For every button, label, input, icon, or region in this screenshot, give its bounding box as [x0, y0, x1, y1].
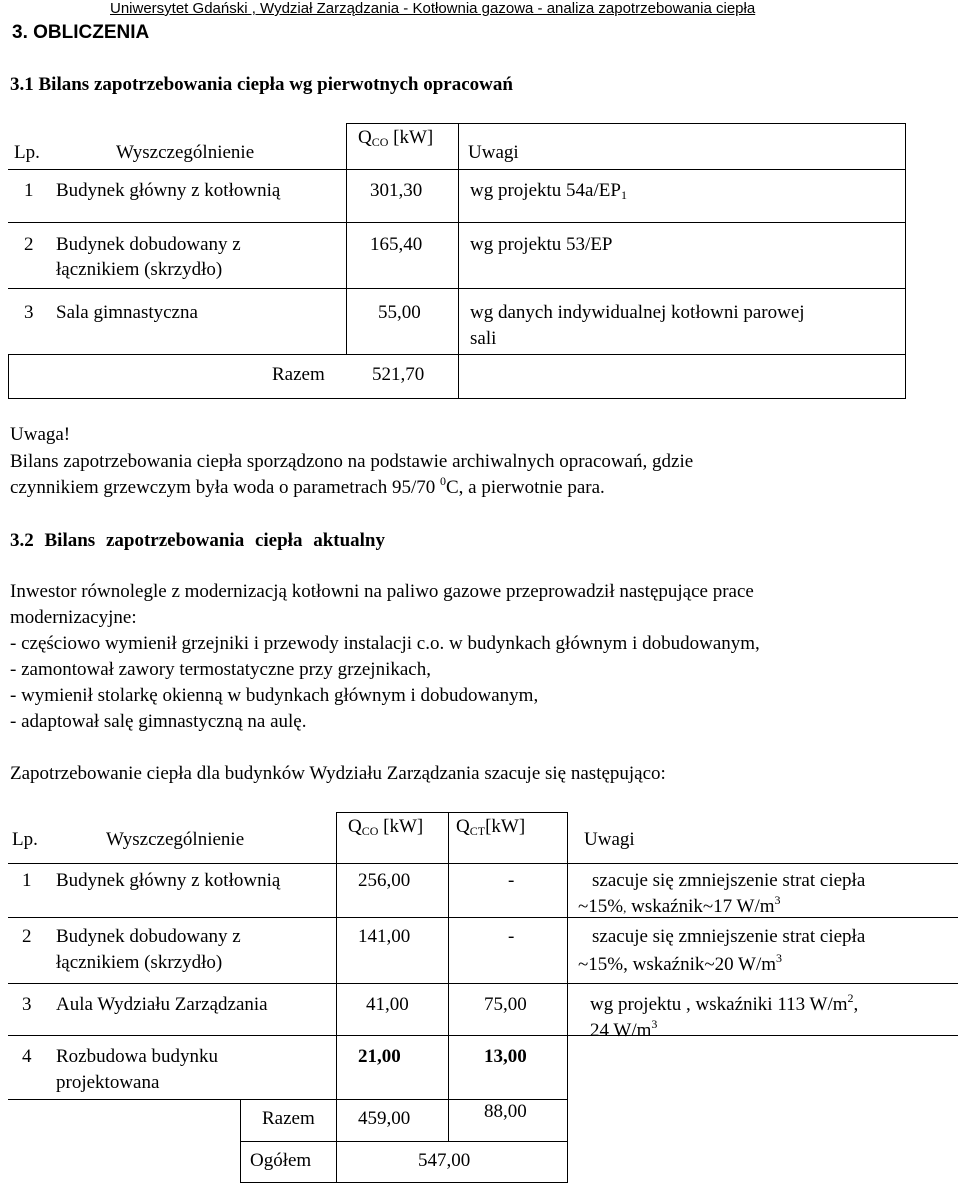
table-1-rule	[458, 123, 459, 398]
total-label: Razem	[262, 1108, 315, 1129]
table-1-rule	[905, 123, 906, 398]
chapter-title: 3. OBLICZENIA	[12, 22, 150, 43]
row-lp: 1	[22, 870, 32, 891]
table-2-rule	[8, 917, 958, 918]
row-qct: 75,00	[484, 994, 527, 1015]
table-1-rule	[8, 222, 906, 223]
col-header-qco: $Q_{CO}$ [kW]	[358, 127, 434, 149]
row-item: Aula Wydziału Zarządzania	[56, 994, 268, 1015]
table-1-rule	[8, 169, 906, 170]
row-item-line1: Budynek dobudowany z	[56, 234, 241, 255]
row-item-line1: Budynek dobudowany z	[56, 926, 241, 947]
col-header-qct: $Q_{CT}[kW]$	[456, 816, 526, 838]
note-line-1: Bilans zapotrzebowania ciepła sporządzono na podstawie archiwalnych opracowań, gdzie	[10, 451, 694, 472]
col-header-lp: Lp.	[14, 142, 40, 163]
total-label: Razem	[272, 364, 325, 385]
bullet-item: - wymienił stolarkę okienną w budynkach głównym i dobudowanym,	[10, 685, 539, 706]
row-lp: 2	[22, 926, 32, 947]
table-2-rule	[336, 812, 568, 813]
col-header-notes: Uwagi	[468, 142, 519, 163]
row-qct: -	[508, 870, 515, 891]
table-1-rule	[8, 288, 906, 289]
col-header-item: Wyszczególnienie	[106, 829, 245, 850]
row-notes-line2: 24 $W/m^3$	[590, 1017, 658, 1041]
table-1-rule	[8, 354, 9, 398]
paragraph-line-1: Inwestor równolegle z modernizacją kotłowni na paliwo gazowe przeprowadził następujące prace	[10, 581, 754, 602]
table-2-rule	[567, 812, 568, 1182]
row-qct: -	[508, 926, 515, 947]
row-item: Budynek główny z kotłownią	[56, 870, 281, 891]
row-qco: 55,00	[378, 302, 421, 323]
row-lp: 1	[24, 180, 34, 201]
row-notes-line1: wg projektu , wskaźniki 113 $W/m^2$,	[590, 991, 859, 1015]
note-title: Uwaga!	[10, 424, 71, 445]
estimate-line: Zapotrzebowanie ciepła dla budynków Wydziału Zarządzania szacuje się następująco:	[10, 763, 666, 784]
row-notes: wg projektu 53/EP	[470, 234, 613, 255]
section-3-1-title: 3.1 Bilans zapotrzebowania ciepła wg pierwotnych opracowań	[10, 74, 513, 95]
bullet-item: - częściowo wymienił grzejniki i przewody instalacji c.o. w budynkach głównym i dobudowanym,	[10, 633, 760, 654]
table-2-rule	[448, 812, 449, 1141]
col-header-qco: $Q_{CO}$ [kW]	[348, 816, 424, 838]
section-3-2-title: 3.2 Bilans zapotrzebowania ciepła aktualny	[10, 530, 385, 551]
grand-total-label: Ogółem	[250, 1150, 312, 1171]
table-2-rule	[8, 1099, 568, 1100]
total-qco: 459,00	[358, 1108, 411, 1129]
row-notes: wg projektu $54a/EP_1$	[470, 180, 627, 202]
table-2-rule	[336, 812, 337, 1182]
table-2-rule	[240, 1141, 568, 1142]
row-lp: 3	[22, 994, 32, 1015]
row-item: Budynek główny z kotłownią	[56, 180, 281, 201]
row-notes-line1: szacuje się zmniejszenie strat ciepła	[592, 870, 866, 891]
bullet-item: - zamontował zawory termostatyczne przy grzejnikach,	[10, 659, 431, 680]
running-title: Uniwersytet Gdański , Wydział Zarządzania - Kotłownia gazowa - analiza zapotrzebowania ciepła	[110, 0, 756, 17]
row-item-line2: łącznikiem (skrzydło)	[56, 952, 223, 973]
bullet-item: - adaptował salę gimnastyczną na aulę.	[10, 711, 307, 732]
table-1-rule	[346, 123, 347, 354]
header-spacer	[8, 24, 960, 25]
row-qco: 256,00	[358, 870, 411, 891]
total-qct: 88,00	[484, 1101, 527, 1122]
row-qct: 13,00	[484, 1046, 527, 1067]
row-qco: 141,00	[358, 926, 411, 947]
total-value: 521,70	[372, 364, 425, 385]
paragraph-line-2: modernizacyjne:	[10, 607, 137, 628]
row-lp: 3	[24, 302, 34, 323]
table-2-rule	[8, 863, 958, 864]
row-qco: 301,30	[370, 180, 423, 201]
table-2-rule	[240, 1099, 241, 1182]
row-notes-line2: ~15%, wskaźnik~17 $W/m^3$	[578, 893, 781, 917]
row-item-line1: Rozbudowa budynku	[56, 1046, 219, 1067]
row-notes-line2: ~15%, wskaźnik~20 $W/m^3$	[578, 951, 783, 975]
table-1-rule	[8, 398, 906, 399]
row-qco: 21,00	[358, 1046, 401, 1067]
table-1-rule	[8, 354, 906, 355]
grand-total-value: 547,00	[418, 1150, 471, 1171]
row-notes-line2: sali	[470, 328, 497, 349]
row-item: Sala gimnastyczna	[56, 302, 198, 323]
col-header-item: Wyszczególnienie	[116, 142, 255, 163]
row-lp: 2	[24, 234, 34, 255]
table-1-rule	[346, 123, 906, 124]
table-2-rule	[8, 1035, 958, 1036]
row-item-line2: projektowana	[56, 1072, 160, 1093]
col-header-notes: Uwagi	[584, 829, 635, 850]
row-qco: 165,40	[370, 234, 423, 255]
col-header-lp: Lp.	[12, 829, 38, 850]
row-lp: 4	[22, 1046, 32, 1067]
row-qco: 41,00	[366, 994, 409, 1015]
note-line-2: czynnikiem grzewczym była woda o parametrach 95/70 $^0$C, a pierwotnie para.	[10, 474, 605, 498]
row-item-line2: łącznikiem (skrzydło)	[56, 259, 223, 280]
row-notes-line1: szacuje się zmniejszenie strat ciepła	[592, 926, 866, 947]
table-2-rule	[8, 983, 958, 984]
row-notes-line1: wg danych indywidualnej kotłowni parowej	[470, 302, 805, 323]
